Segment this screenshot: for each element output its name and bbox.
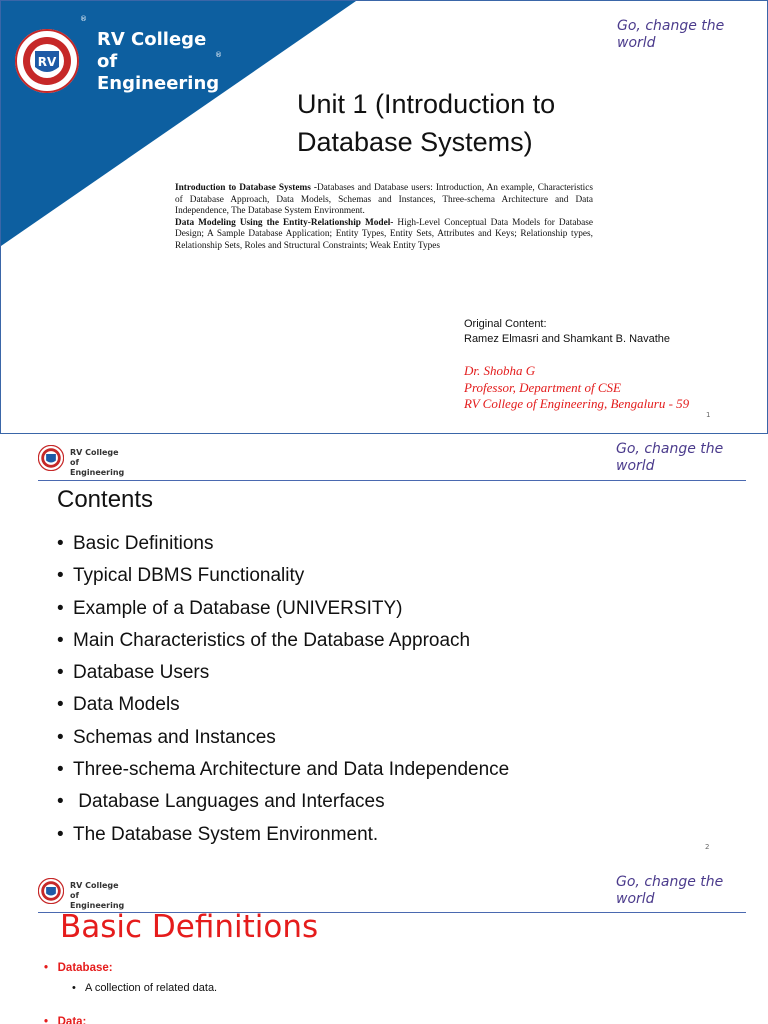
desc-database: A collection of related data. [85,982,218,994]
definition-desc-database [72,982,217,994]
contents-item-label: Typical DBMS Functionality [73,565,305,587]
college-small-line2: of [70,891,79,900]
contents-item [57,819,509,851]
contents-item [57,528,509,560]
bullet: • [57,565,64,587]
college-logo [15,29,79,93]
tagline-line2: world [616,891,655,907]
definition-term-data [44,1016,86,1024]
college-name-line3: Engineering [97,73,220,94]
bullet: • [72,982,76,994]
contents-item [57,560,509,592]
credit-authors: Ramez Elmasri and Shamkant B. Navathe [464,333,671,345]
tagline-line2: world [616,458,655,474]
syllabus-text [175,183,593,252]
college-name-line1: RV College [97,29,207,50]
college-name-small [70,881,124,911]
contents-item-label: Basic Definitions [73,533,214,554]
page-number: 1 [706,411,711,419]
contents-list [57,528,509,851]
college-name-line2: of [97,51,118,72]
bullet: • [57,533,64,554]
college-name-small [70,448,124,478]
bullet: • [57,791,64,813]
contents-item-label: Data Models [73,694,180,716]
term-database: Database: [57,962,113,974]
logo-initials: RV [37,55,57,69]
contents-item-label: Database Languages and Interfaces [73,791,385,813]
tagline [616,874,723,908]
college-small-line2: of [70,458,79,467]
contents-item-label: Three-schema Architecture and Data Independence [73,759,510,781]
term-data: Data: [57,1016,87,1024]
contents-slide [0,436,768,864]
syllabus-body-1: Databases and Database users: Introduction, An example, Characteristics of Database Approach, Data Models, Schemas and Instances, Three-schema Architecture and Data Independence, The Database System Environment. [175,183,593,216]
college-small-line1: RV College [70,881,119,890]
contents-item [57,689,509,721]
credit-label: Original Content: [464,318,547,330]
registered-mark: ® [80,15,87,23]
tagline-line1: Go, change the [616,874,724,890]
college-name [97,29,219,95]
title-slide [0,0,768,434]
tagline-line1: Go, change the [616,441,724,457]
syllabus-body-2: High-Level Conceptual Data Models for Database Design; A Sample Database Application; Entity Types, Entity Sets, Attributes and Keys; Relationship types, Relationship Sets, Roles and Structural Constraints; Weak Entity Types [175,217,593,251]
bullet: • [57,597,64,619]
contents-heading: Contents [57,486,154,513]
bullet: • [57,662,64,684]
basic-definitions-heading: Basic Definitions [60,909,319,945]
basic-definitions-slide [0,866,768,1024]
page-number: 2 [705,843,710,851]
slide-title-line2: Database Systems) [297,127,533,157]
contents-item [57,722,509,754]
registered-mark-2: ® [215,51,222,59]
author-affiliation: RV College of Engineering, Bengaluru - 59 [464,396,690,411]
definition-term-database [44,962,113,974]
author-title: Professor, Department of CSE [464,379,621,395]
tagline [617,18,724,52]
bullet: • [57,629,64,651]
bullet: • [57,759,64,781]
tagline-line1: Go, change the [617,18,725,34]
contents-item-label: Main Characteristics of the Database Approach [73,629,471,651]
college-logo-small [38,878,64,904]
contents-item [57,754,509,786]
slide-title [297,85,717,161]
contents-item [57,593,509,625]
contents-item [57,786,509,818]
college-small-line3: Engineering [70,901,125,910]
bullet: • [44,962,49,974]
college-small-line3: Engineering [70,468,125,477]
original-content-credit [464,317,670,347]
contents-item-label: Database Users [73,662,210,684]
bullet: • [44,1016,49,1024]
slide-title-line1: Unit 1 (Introduction to [297,89,556,119]
bullet: • [57,823,64,845]
tagline-line2: world [617,35,656,51]
header-rule [38,480,746,481]
author-name: Dr. Shobha G [464,363,536,378]
syllabus-heading-2: Data Modeling Using the Entity-Relationship Model- [175,217,394,228]
syllabus-heading-1: Introduction to Database Systems - [175,183,317,193]
author-block [464,363,689,413]
contents-item [57,625,509,657]
bullet: • [57,726,64,748]
contents-item-label: Schemas and Instances [73,726,276,748]
tagline [616,441,723,475]
contents-item-label: Example of a Database (UNIVERSITY) [73,597,403,619]
college-logo-small [38,445,64,471]
bullet: • [57,694,64,716]
college-small-line1: RV College [70,448,119,457]
contents-item [57,657,509,689]
contents-item-label: The Database System Environment. [73,823,379,845]
